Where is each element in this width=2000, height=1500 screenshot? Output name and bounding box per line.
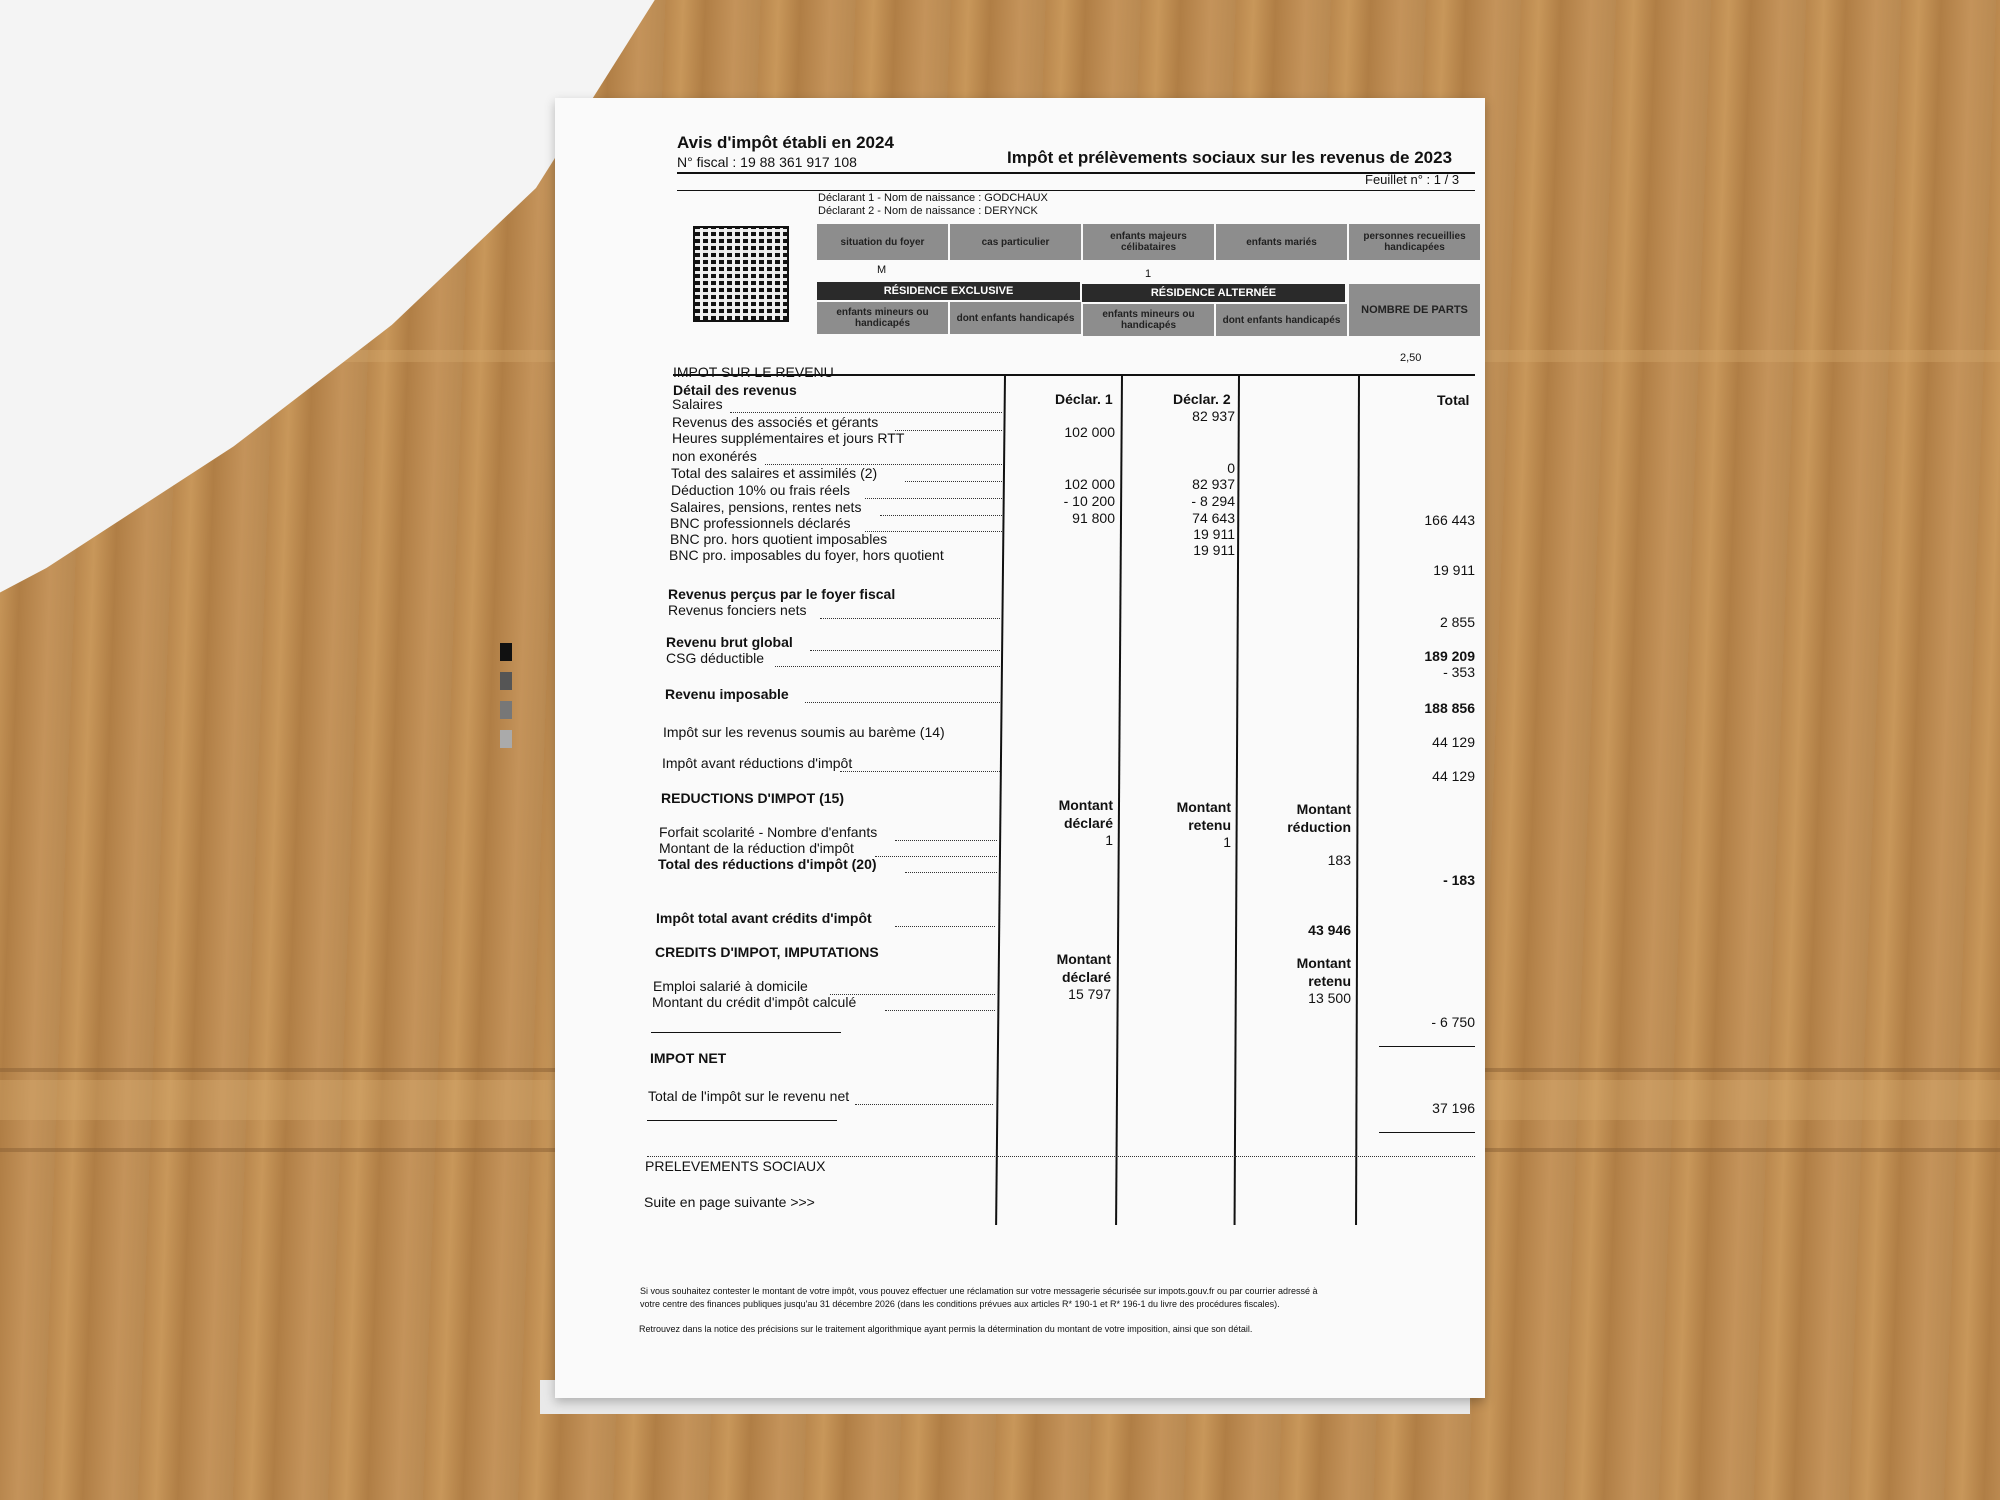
income-row-d1: 91 800 bbox=[1072, 510, 1115, 526]
dot-leader bbox=[855, 1104, 993, 1105]
bareme-label: Impôt sur les revenus soumis au barème (14) bbox=[663, 724, 945, 740]
csg-total: - 353 bbox=[1443, 664, 1475, 680]
declarant-2: Déclarant 2 - Nom de naissance : DERYNCK bbox=[818, 205, 1038, 217]
separator bbox=[651, 1032, 841, 1033]
dot-leader bbox=[880, 515, 1002, 516]
income-row-d2: 74 643 bbox=[1192, 510, 1235, 526]
parts-value: 2,50 bbox=[1400, 352, 1422, 364]
household-header-maries: enfants mariés bbox=[1216, 224, 1347, 260]
sub-header-excl-handicapes: dont enfants handicapés bbox=[950, 302, 1081, 334]
avant-credits-value: 43 946 bbox=[1308, 922, 1351, 938]
sub-header-excl-mineurs: enfants mineurs ou handicapés bbox=[817, 302, 948, 334]
col-declar1: Déclar. 1 bbox=[1055, 391, 1113, 407]
forfait-declared: 1 bbox=[1105, 832, 1113, 848]
dot-leader bbox=[805, 702, 1000, 703]
dot-leader bbox=[885, 1010, 995, 1011]
household-header-recueillies: personnes recueillies handicapées bbox=[1349, 224, 1480, 260]
household-value-situation: M bbox=[877, 264, 887, 276]
income-row-d1: 102 000 bbox=[1064, 476, 1115, 492]
column-divider-1 bbox=[995, 375, 1006, 1225]
income-row-label: Salaires bbox=[672, 396, 723, 412]
impot-net-title: IMPOT NET bbox=[650, 1050, 727, 1066]
dot-leader bbox=[840, 771, 1000, 772]
brut-global-label: Revenu brut global bbox=[666, 634, 793, 650]
header-rule bbox=[677, 172, 1475, 174]
income-row-d1: 102 000 bbox=[1064, 424, 1115, 440]
household-header-majeurs: enfants majeurs célibataires bbox=[1083, 224, 1214, 260]
dot-separator bbox=[647, 1156, 1475, 1157]
foyer-title: Revenus perçus par le foyer fiscal bbox=[668, 586, 896, 602]
dot-leader bbox=[820, 618, 1000, 619]
reductions-col-declared: Montant déclaré bbox=[1058, 797, 1113, 831]
emploi-retained: 13 500 bbox=[1308, 990, 1351, 1006]
income-row-label: BNC professionnels déclarés bbox=[670, 515, 851, 531]
household-value-majeurs: 1 bbox=[1145, 268, 1152, 280]
income-row-d1: - 10 200 bbox=[1063, 493, 1115, 509]
emploi-label: Emploi salarié à domicile bbox=[653, 978, 808, 994]
separator bbox=[647, 1120, 837, 1121]
total-reductions-label: Total des réductions d'impôt (20) bbox=[658, 856, 877, 872]
total-reductions-value: - 183 bbox=[1443, 872, 1475, 888]
header-rule-2 bbox=[677, 190, 1475, 191]
income-row-total: 166 443 bbox=[1424, 512, 1475, 528]
reductions-col-reduction: Montant réduction bbox=[1287, 801, 1351, 835]
credits-col-declared: Montant déclaré bbox=[1056, 951, 1111, 985]
dot-leader bbox=[875, 856, 997, 857]
fiscal-number: N° fiscal : 19 88 361 917 108 bbox=[677, 154, 857, 170]
revenu-imposable-total: 188 856 bbox=[1424, 700, 1475, 716]
revenu-imposable-label: Revenu imposable bbox=[665, 686, 789, 702]
dot-leader bbox=[865, 498, 1002, 499]
tax-notice-page bbox=[555, 98, 1485, 1398]
brut-global-total: 189 209 bbox=[1424, 648, 1475, 664]
column-divider-4 bbox=[1355, 375, 1360, 1225]
scan-marker bbox=[500, 730, 512, 748]
scan-marker bbox=[500, 672, 512, 690]
forfait-retained: 1 bbox=[1223, 834, 1231, 850]
notice-right-title: Impôt et prélèvements sociaux sur les revenus de 2023 bbox=[1007, 148, 1453, 167]
col-declar2: Déclar. 2 bbox=[1173, 391, 1231, 407]
sheet-number: Feuillet n° : 1 / 3 bbox=[1365, 172, 1460, 187]
dot-leader bbox=[905, 481, 1002, 482]
prelevements-title: PRELEVEMENTS SOCIAUX bbox=[645, 1158, 826, 1174]
montant-reduction-value: 183 bbox=[1327, 852, 1351, 868]
separator bbox=[1379, 1046, 1475, 1047]
household-header-situation: situation du foyer bbox=[817, 224, 948, 260]
avant-credits-label: Impôt total avant crédits d'impôt bbox=[656, 910, 872, 926]
col-total: Total bbox=[1437, 392, 1470, 408]
dot-leader bbox=[730, 412, 1002, 413]
avant-reductions-total: 44 129 bbox=[1432, 768, 1475, 784]
household-header-cas: cas particulier bbox=[950, 224, 1081, 260]
impot-net-label: Total de l'impôt sur le revenu net bbox=[648, 1088, 850, 1104]
income-row-label: BNC pro. hors quotient imposables bbox=[670, 531, 888, 547]
emploi-declared: 15 797 bbox=[1068, 986, 1111, 1002]
credits-title: CREDITS D'IMPOT, IMPUTATIONS bbox=[655, 944, 879, 960]
income-row-label: non exonérés bbox=[672, 448, 757, 464]
section-impot-revenu: IMPOT SUR LE REVENU bbox=[673, 364, 834, 380]
income-row-label: Total des salaires et assimilés (2) bbox=[671, 465, 878, 481]
residence-alternee: RÉSIDENCE ALTERNÉE bbox=[1082, 284, 1345, 302]
income-row-d2: 19 911 bbox=[1193, 526, 1235, 542]
income-row-d2: 19 911 bbox=[1193, 542, 1235, 558]
notice-line-3: Retrouvez dans la notice des précisions sur le traitement algorithmique ayant permis la détermination du montant de votre imposition, ainsi que son détail. bbox=[639, 1324, 1253, 1334]
forfait-label: Forfait scolarité - Nombre d'enfants bbox=[659, 824, 878, 840]
foncier-label: Revenus fonciers nets bbox=[668, 602, 807, 618]
declarant-1: Déclarant 1 - Nom de naissance : GODCHAUX bbox=[818, 192, 1048, 204]
income-row-label: BNC pro. imposables du foyer, hors quotient bbox=[669, 547, 944, 563]
scan-marker bbox=[500, 643, 512, 661]
income-row-d2: 82 937 bbox=[1192, 408, 1235, 424]
credits-col-retained: Montant retenu bbox=[1296, 955, 1351, 989]
dot-leader bbox=[775, 666, 1000, 667]
separator bbox=[1379, 1132, 1475, 1133]
column-divider-2 bbox=[1115, 375, 1123, 1225]
csg-label: CSG déductible bbox=[666, 650, 765, 666]
income-row-d2: 82 937 bbox=[1192, 476, 1235, 492]
income-row-label: Revenus des associés et gérants bbox=[672, 414, 879, 430]
income-row-d2: - 8 294 bbox=[1191, 493, 1235, 509]
avant-reductions-label: Impôt avant réductions d'impôt bbox=[662, 755, 853, 771]
impot-net-value: 37 196 bbox=[1432, 1100, 1475, 1116]
income-row-label: Heures supplémentaires et jours RTT bbox=[672, 430, 905, 446]
dot-leader bbox=[810, 650, 1000, 651]
foncier-total: 2 855 bbox=[1439, 614, 1475, 630]
dot-leader bbox=[895, 430, 1002, 431]
suite-text: Suite en page suivante >>> bbox=[644, 1194, 815, 1210]
qr-code bbox=[695, 228, 787, 320]
sub-header-alt-handicapes: dont enfants handicapés bbox=[1216, 304, 1347, 336]
income-row-total: 19 911 bbox=[1433, 562, 1475, 578]
dot-leader bbox=[905, 872, 997, 873]
notice-line-1: Si vous souhaitez contester le montant de votre impôt, vous pouvez effectuer une réclamation sur votre messagerie sécurisée sur impots.gouv.fr ou par courrier adressé à bbox=[640, 1286, 1318, 1296]
bareme-total: 44 129 bbox=[1432, 734, 1475, 750]
dot-leader bbox=[895, 926, 995, 927]
sub-header-alt-mineurs: enfants mineurs ou handicapés bbox=[1083, 304, 1214, 336]
reductions-title: REDUCTIONS D'IMPOT (15) bbox=[661, 790, 845, 806]
notice-title: Avis d'impôt établi en 2024 bbox=[677, 133, 894, 152]
notice-line-2: votre centre des finances publiques jusqu'au 31 décembre 2026 (dans les conditions prévues aux articles R* 190-1 et R* 196-1 du livre des procédures fiscales). bbox=[640, 1299, 1280, 1309]
montant-reduction-label: Montant de la réduction d'impôt bbox=[659, 840, 854, 856]
scan-marker bbox=[500, 701, 512, 719]
residence-exclusive: RÉSIDENCE EXCLUSIVE bbox=[817, 282, 1080, 300]
parts-header: NOMBRE DE PARTS bbox=[1349, 284, 1480, 336]
income-row-d2: 0 bbox=[1227, 460, 1235, 476]
reductions-col-retained: Montant retenu bbox=[1176, 799, 1231, 833]
detail-revenus-title: Détail des revenus bbox=[673, 382, 797, 398]
income-row-label: Salaires, pensions, rentes nets bbox=[670, 499, 862, 515]
income-row-label: Déduction 10% ou frais réels bbox=[671, 482, 850, 498]
dot-leader bbox=[895, 840, 997, 841]
credit-calcule-label: Montant du crédit d'impôt calculé bbox=[652, 994, 857, 1010]
credit-calcule-value: - 6 750 bbox=[1431, 1014, 1475, 1030]
